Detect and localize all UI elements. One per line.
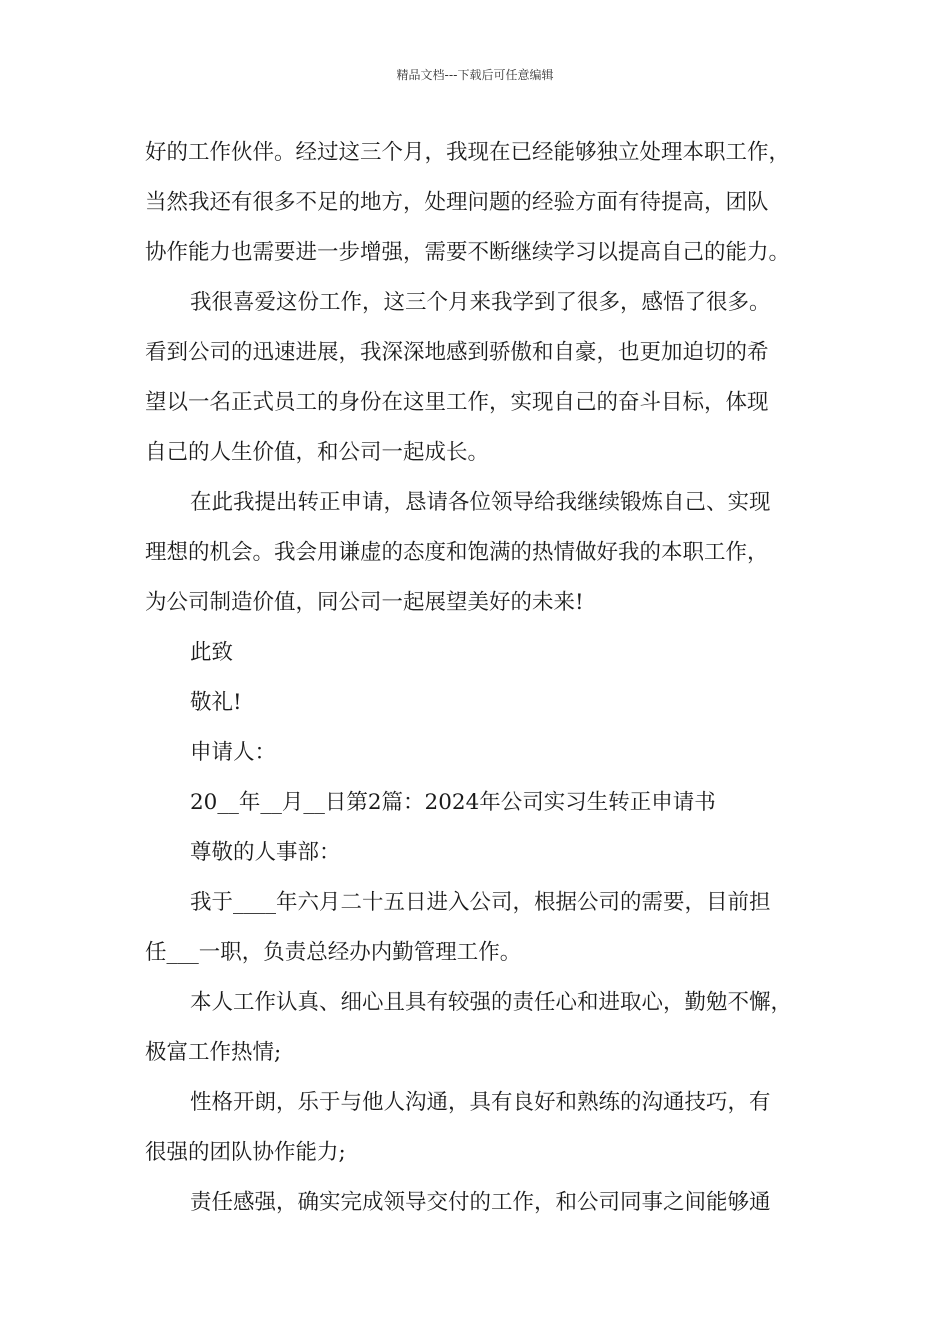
applicant-label: 申请人： — [190, 740, 277, 765]
text-line: 很强的团队协作能力; — [145, 1140, 346, 1165]
text-line: 当然我还有很多不足的地方，处理问题的经验方面有待提高，团队 — [145, 190, 769, 215]
page-header: 精品文档---下载后可任意编辑 — [396, 68, 554, 82]
text-line: 自己的人生价值，和公司一起成长。 — [145, 440, 490, 465]
text-line: 看到公司的迅速进展，我深深地感到骄傲和自豪，也更加迫切的希 — [145, 340, 769, 365]
closing-regards: 敬礼! — [190, 690, 242, 715]
text-line: 我很喜爱这份工作，这三个月来我学到了很多，感悟了很多。 — [190, 290, 771, 315]
date-and-section-title: 20__年__月__日第2篇：2024年公司实习生转正申请书 — [190, 790, 716, 815]
document-body — [145, 128, 835, 1228]
text-line: 本人工作认真、细心且具有较强的责任心和进取心，勤勉不懈， — [190, 990, 793, 1015]
text-line: 任___一职，负责总经办内勤管理工作。 — [145, 940, 522, 965]
text-line: 我于____年六月二十五日进入公司，根据公司的需要，目前担 — [190, 890, 771, 915]
text-line: 协作能力也需要进一步增强，需要不断继续学习以提高自己的能力。 — [145, 240, 791, 265]
text-line: 望以一名正式员工的身份在这里工作，实现自己的奋斗目标，体现 — [145, 390, 769, 415]
closing-salutation: 此致 — [190, 640, 234, 665]
text-line: 在此我提出转正申请，恳请各位领导给我继续锻炼自己、实现 — [190, 490, 771, 515]
text-line: 极富工作热情; — [145, 1040, 282, 1065]
text-line: 理想的机会。我会用谦虚的态度和饱满的热情做好我的本职工作， — [145, 540, 769, 565]
recipient-salutation: 尊敬的人事部： — [190, 840, 341, 865]
text-line: 性格开朗，乐于与他人沟通，具有良好和熟练的沟通技巧，有 — [190, 1090, 771, 1115]
text-line: 好的工作伙伴。经过这三个月，我现在已经能够独立处理本职工作， — [145, 140, 791, 165]
text-line: 为公司制造价值，同公司一起展望美好的未来! — [145, 590, 584, 615]
text-line: 责任感强，确实完成领导交付的工作，和公司同事之间能够通 — [190, 1190, 771, 1215]
